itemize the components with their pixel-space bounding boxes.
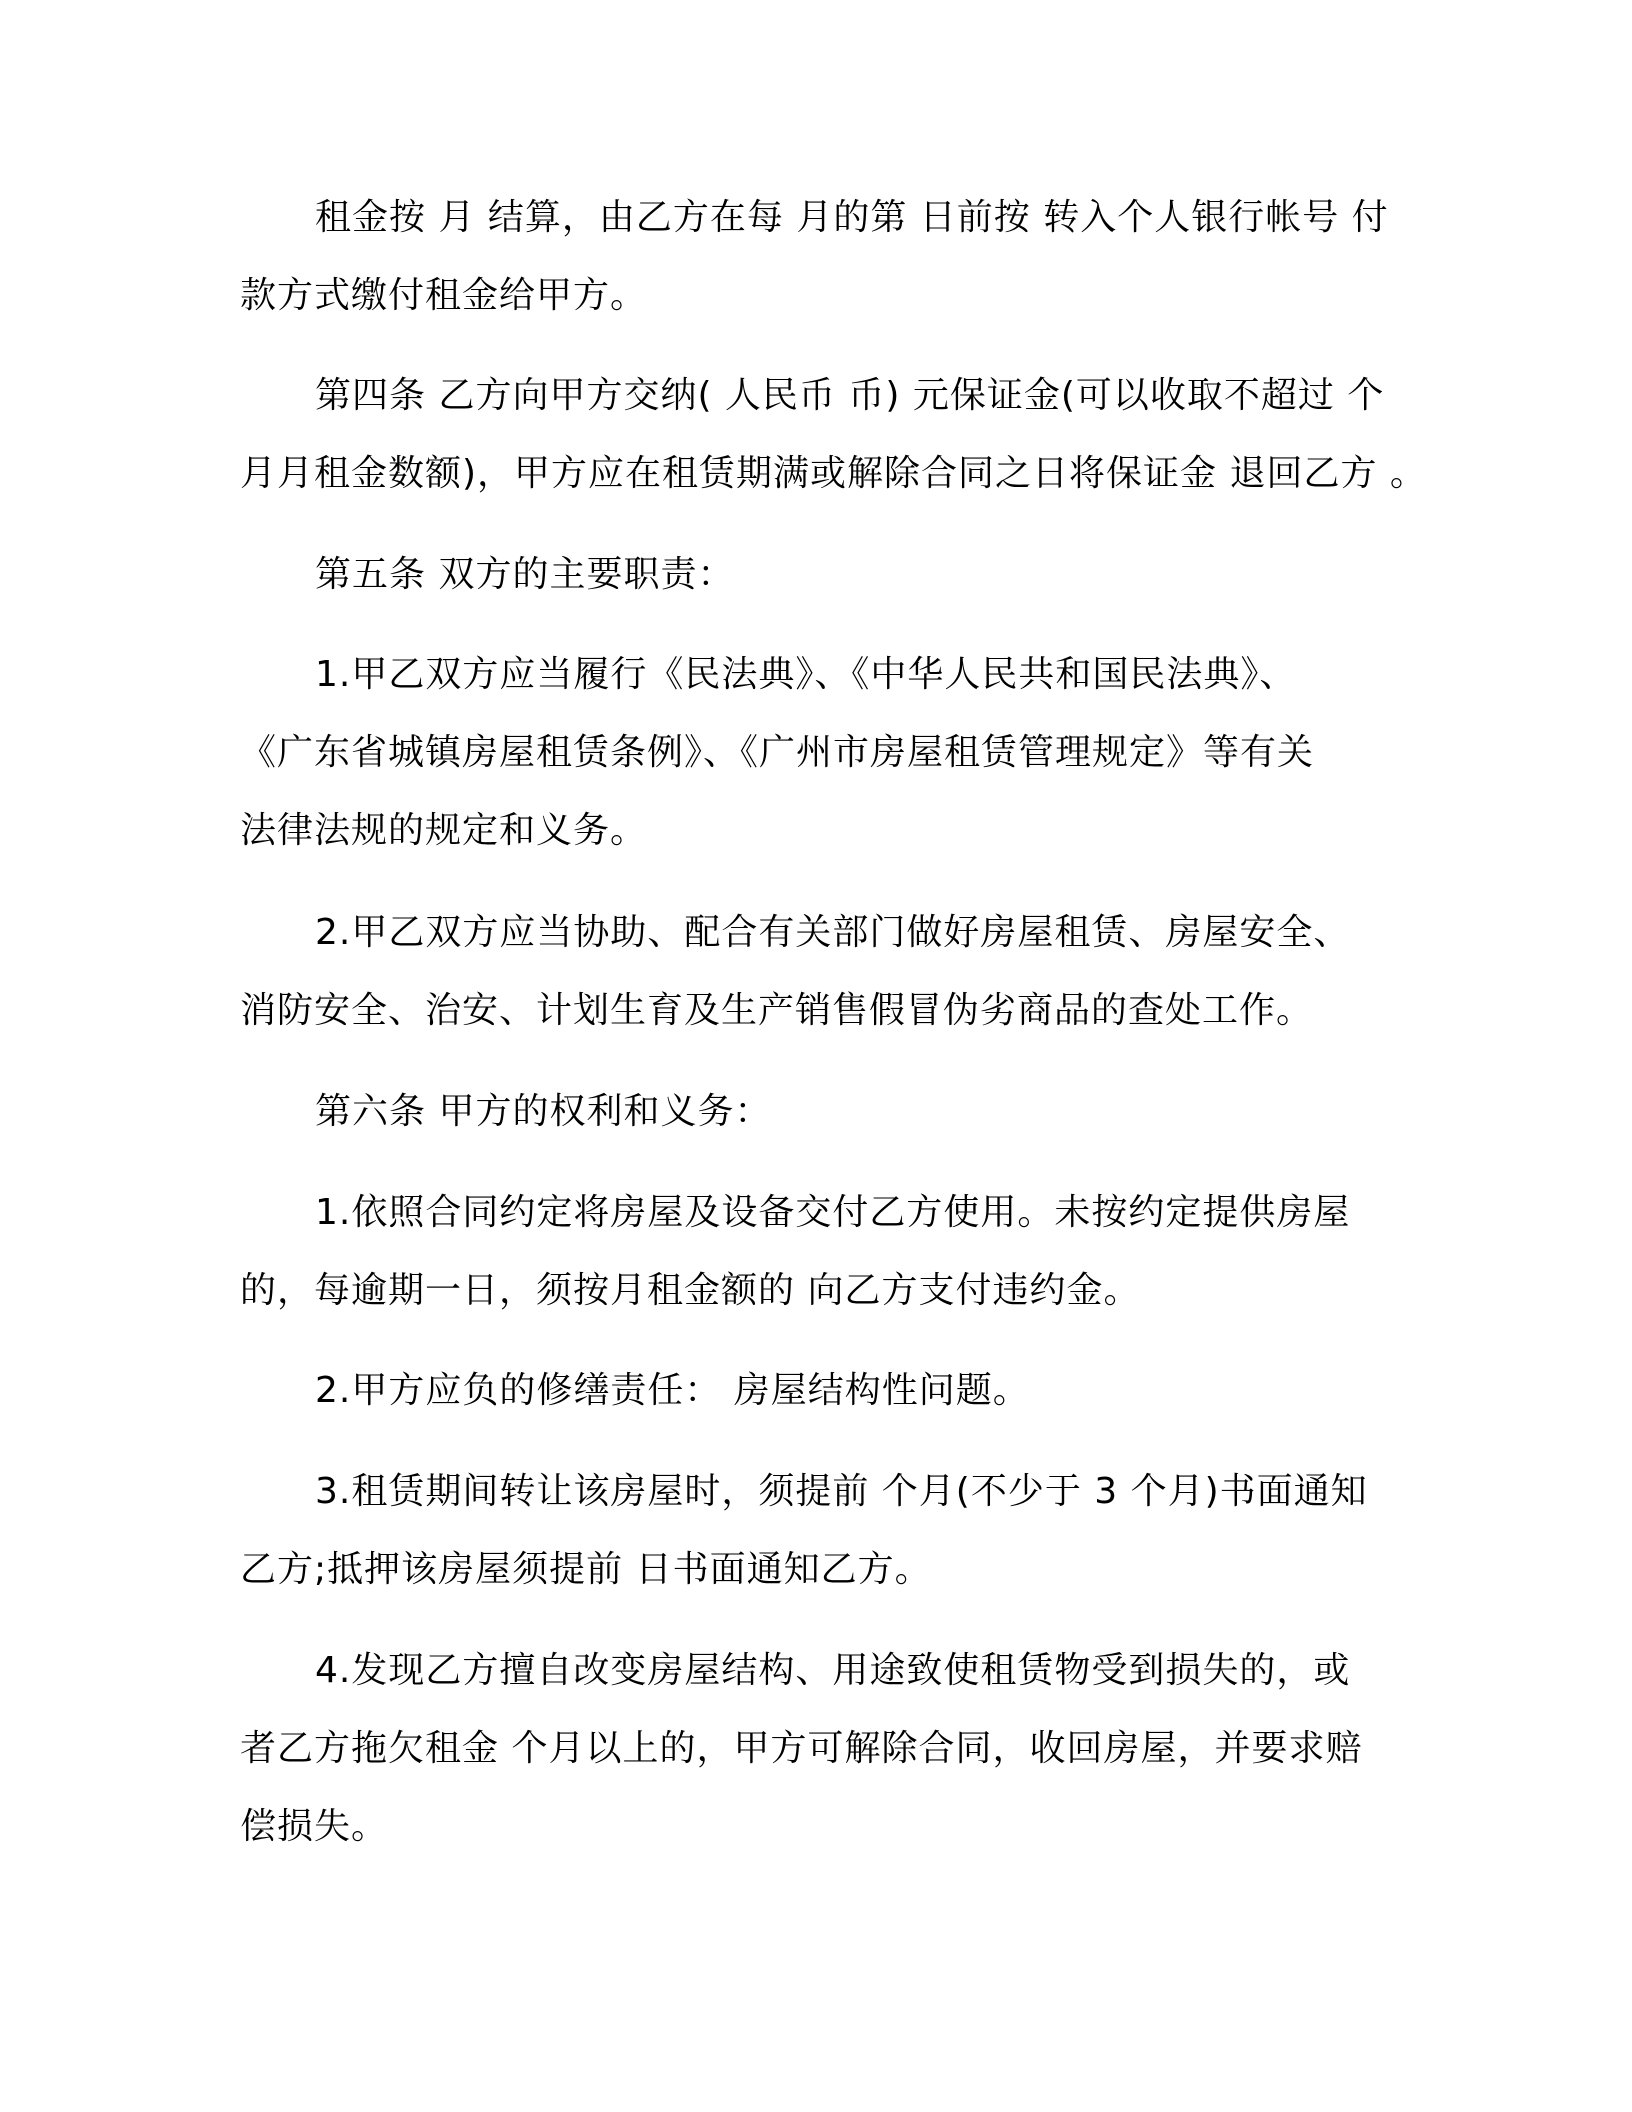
article-6-item-2: 2.甲方应负的修缮责任： 房屋结构性问题。 bbox=[315, 1370, 1030, 1411]
article-6-item-4-line-2: 者乙方拖欠租金 个月以上的，甲方可解除合同，收回房屋，并要求赔 bbox=[240, 1728, 1363, 1769]
rent-settlement-line-2: 款方式缴付租金给甲方。 bbox=[240, 275, 648, 316]
article-6-item-1-line-1: 1.依照合同约定将房屋及设备交付乙方使用。未按约定提供房屋 bbox=[315, 1192, 1351, 1233]
article-4-line-1: 第四条 乙方向甲方交纳( 人民币 币) 元保证金(可以收取不超过 个 bbox=[315, 375, 1385, 416]
article-6-item-1-line-2: 的，每逾期一日，须按月租金额的 向乙方支付违约金。 bbox=[240, 1270, 1141, 1311]
article-6-item-4-line-3: 偿损失。 bbox=[240, 1806, 389, 1847]
article-6-heading: 第六条 甲方的权利和义务： bbox=[315, 1091, 772, 1132]
article-5-item-2-line-1: 2.甲乙双方应当协助、配合有关部门做好房屋租赁、房屋安全、 bbox=[315, 912, 1351, 953]
article-5-item-2-line-2: 消防安全、治安、计划生育及生产销售假冒伪劣商品的查处工作。 bbox=[240, 990, 1314, 1031]
article-5-item-1-line-1: 1.甲乙双方应当履行《民法典》、《中华人民共和国民法典》、 bbox=[315, 654, 1297, 695]
article-5-heading: 第五条 双方的主要职责： bbox=[315, 554, 735, 595]
article-5-item-1-line-2: 《广东省城镇房屋租赁条例》、《广州市房屋租赁管理规定》等有关 bbox=[240, 732, 1315, 773]
article-5-item-1-line-3: 法律法规的规定和义务。 bbox=[240, 810, 648, 851]
article-6-item-3-line-2: 乙方;抵押该房屋须提前 日书面通知乙方。 bbox=[240, 1549, 932, 1590]
rent-settlement-line-1: 租金按 月 结算，由乙方在每 月的第 日前按 转入个人银行帐号 付 bbox=[315, 197, 1389, 238]
article-6-item-3-line-1: 3.租赁期间转让该房屋时，须提前 个月(不少于 3 个月)书面通知 bbox=[315, 1471, 1368, 1512]
article-6-item-4-line-1: 4.发现乙方擅自改变房屋结构、用途致使租赁物受到损失的，或 bbox=[315, 1650, 1351, 1691]
article-4-line-2: 月月租金数额)，甲方应在租赁期满或解除合同之日将保证金 退回乙方 。 bbox=[240, 453, 1427, 494]
